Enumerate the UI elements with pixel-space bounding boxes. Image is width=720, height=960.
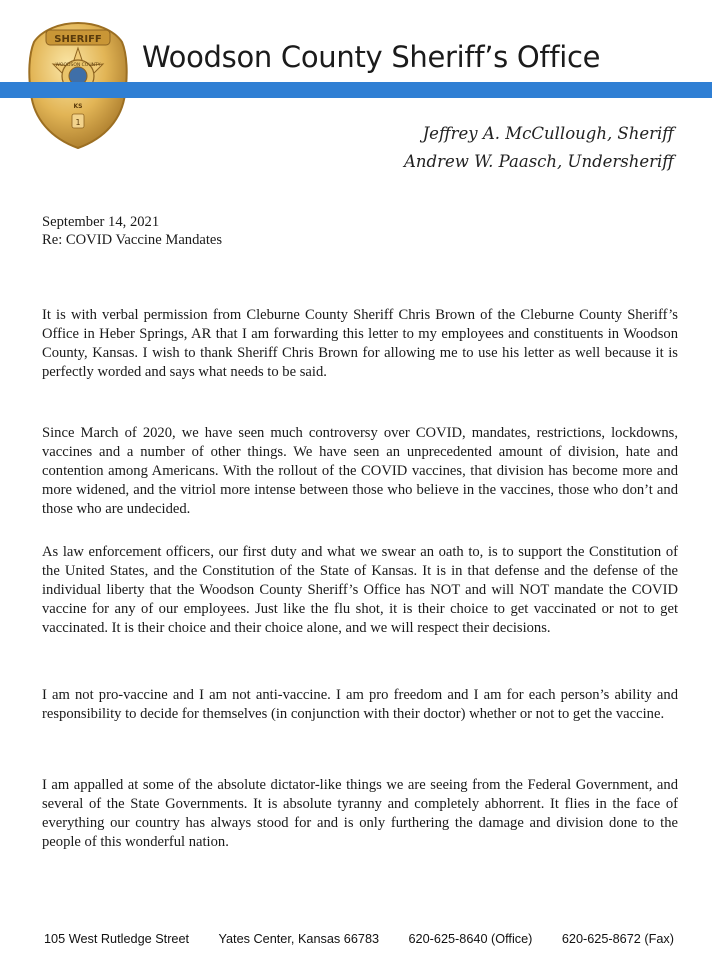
officer-names (404, 120, 674, 176)
letter-paragraph: It is with verbal permission from Cleburne County Sheriff Chris Brown of the Cleburne County Sheriff’s Office in Heber Springs, AR that I am forwarding this letter to my employees and constituents in Woodson County, Kansas. I wish to thank Sheriff Chris Brown for allowing me to use his letter as well because it is perfectly worded and says what needs to be said. (42, 307, 678, 380)
letter-paragraph: Since March of 2020, we have seen much controversy over COVID, mandates, restrictions, lockdowns, vaccines and a number of other things. We have seen an unprecedented amount of division, hate and contention among Americans. With the rollout of the COVID vaccines, that division has become more and more widened, and the vitriol more intense between those who believe in the vaccines, those who don’t and those who are undecided. (42, 425, 678, 517)
svg-text:KS: KS (73, 103, 83, 110)
letter-paragraph: As law enforcement officers, our first duty and what we swear an oath to, is to support the Constitution of the United States, and the Constitution of the State of Kansas. It is in that defense and the defense of the individual liberty that the Woodson County Sheriff’s Office has NOT and will NOT mandate the COVID vaccine for any of our employees. Just like the flu shot, it is their choice to get vaccinated or not to get vaccinated. It is their choice and their choice alone, and we will respect their decisions. (42, 544, 678, 636)
sheriff-name: Jeffrey A. McCullough, Sheriff (422, 124, 674, 143)
letter-meta (42, 213, 222, 249)
footer-contact (44, 932, 674, 946)
footer-address: 105 West Rutledge Street (44, 932, 190, 946)
undersheriff-name: Andrew W. Paasch, Undersheriff (403, 152, 674, 171)
letter-paragraph: I am not pro-vaccine and I am not anti-vaccine. I am pro freedom and I am for each person’s ability and responsibility to decide for themselves (in conjunction with their doctor) whether or not to get the vaccine. (42, 687, 678, 722)
svg-text:WOODSON COUNTY: WOODSON COUNTY (55, 63, 101, 68)
letter-subject: Re: COVID Vaccine Mandates (42, 232, 223, 248)
svg-text:1: 1 (75, 118, 81, 127)
header-accent-bar (0, 82, 712, 98)
letter-date: September 14, 2021 (42, 214, 160, 230)
footer-fax: 620-625-8672 (Fax) (561, 932, 674, 946)
svg-text:SHERIFF: SHERIFF (54, 34, 102, 45)
footer-city: Yates Center, Kansas 66783 (218, 932, 380, 946)
office-name: Woodson County Sheriff’s Office (142, 40, 601, 74)
letter-paragraph: I am appalled at some of the absolute dictator-like things we are seeing from the Federal Government, and several of the State Governments. It is absolute tyranny and completely abhorrent. It flies in the face of everything our country has always stood for and is only furthering the damage and division done to the people of this wonderful nation. (42, 777, 678, 850)
footer-office-phone: 620-625-8640 (Office) (408, 932, 533, 946)
